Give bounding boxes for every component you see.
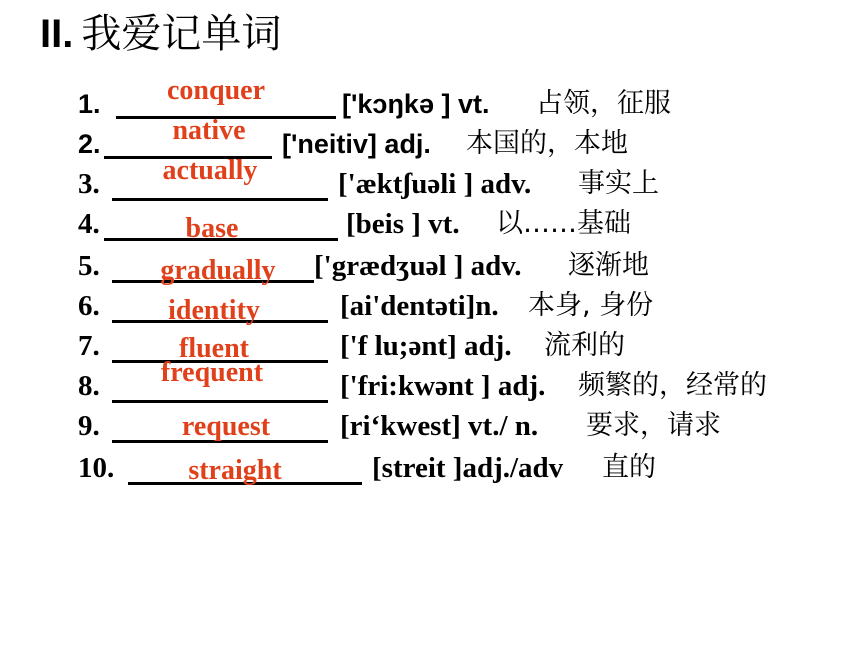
phonetic: ['f lu;ənt] adj. bbox=[340, 330, 512, 362]
answer-text: straight bbox=[188, 455, 282, 486]
item-number: 8. bbox=[78, 370, 100, 402]
item-number: 7. bbox=[78, 330, 100, 362]
item-number: 2. bbox=[78, 129, 101, 159]
section-title: 我爱记单词 bbox=[81, 11, 282, 57]
item-number: 10. bbox=[78, 452, 115, 484]
phonetic: ['grædʒuəl ] adv. bbox=[314, 250, 522, 282]
meaning: 以……基础 bbox=[496, 208, 631, 239]
answer-text: actually bbox=[162, 155, 258, 186]
answer-text: base bbox=[185, 213, 239, 244]
answer-text: gradually bbox=[160, 255, 276, 286]
meaning: 频繁的，经常的 bbox=[578, 370, 767, 401]
phonetic: ['kɔŋkə ] vt. bbox=[342, 89, 490, 119]
item-number: 6. bbox=[78, 290, 100, 322]
answer-text: native bbox=[172, 115, 246, 146]
phonetic: [streit ]adj./adv bbox=[372, 452, 564, 484]
answer-blank bbox=[112, 400, 328, 403]
answer-text: fluent bbox=[179, 333, 249, 364]
answer-text: frequent bbox=[160, 357, 264, 388]
phonetic: ['æktʃuəli ] adv. bbox=[338, 168, 532, 200]
meaning: 直的 bbox=[602, 452, 656, 483]
answer-text: conquer bbox=[167, 75, 265, 106]
phonetic: [ai'dentəti]n. bbox=[340, 290, 499, 322]
answer-text: identity bbox=[168, 295, 260, 326]
meaning: 流利的 bbox=[544, 330, 625, 361]
item-number: 9. bbox=[78, 410, 100, 442]
item-number: 5. bbox=[78, 250, 100, 282]
phonetic: [ri‘kwest] vt./ n. bbox=[340, 410, 539, 442]
item-number: 4. bbox=[78, 208, 100, 240]
meaning: 事实上 bbox=[578, 168, 659, 199]
meaning: 占领，征服 bbox=[536, 88, 671, 119]
item-number: 1. bbox=[78, 89, 101, 119]
answer-blank bbox=[112, 198, 328, 201]
meaning: 本国的，本地 bbox=[466, 128, 628, 159]
meaning: 逐渐地 bbox=[568, 250, 649, 281]
phonetic: ['neitiv] adj. bbox=[282, 129, 431, 159]
phonetic: [beis ] vt. bbox=[346, 208, 460, 240]
phonetic: ['fri:kwənt ] adj. bbox=[340, 370, 546, 402]
meaning: 要求，请求 bbox=[586, 410, 721, 441]
answer-text: request bbox=[181, 411, 271, 442]
page-title bbox=[40, 4, 281, 64]
meaning: 本身, 身份 bbox=[528, 290, 654, 321]
section-number: II. bbox=[40, 12, 74, 56]
item-number: 3. bbox=[78, 168, 100, 200]
